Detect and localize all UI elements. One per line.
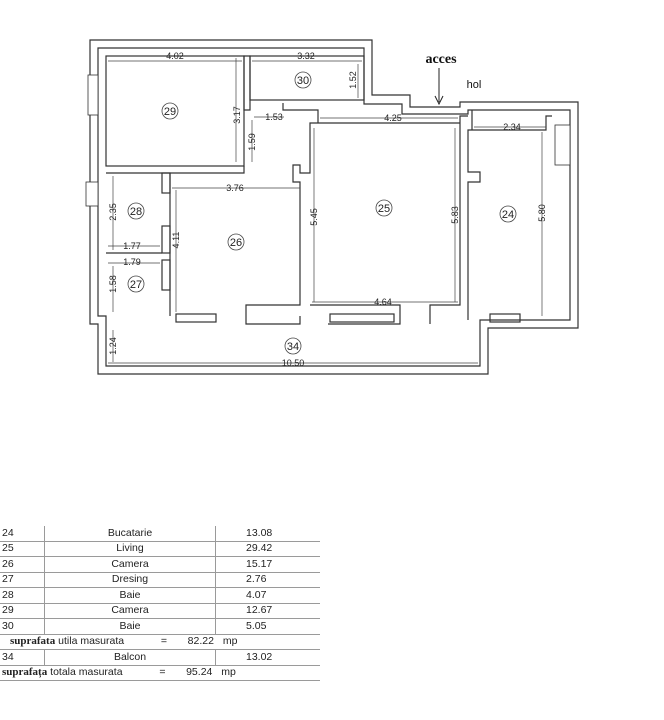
dim-153: 1.53 (265, 112, 283, 122)
legend-row: 29 Camera 12.67 (0, 603, 320, 619)
dim-28-width: 1.77 (123, 241, 141, 251)
window-sill (490, 314, 520, 322)
inner-wall-outline (98, 48, 570, 366)
window-sill (330, 314, 394, 322)
dim-27-height: 1.58 (108, 275, 118, 293)
dim-29-height: 3.17 (232, 106, 242, 124)
legend-row: 30 Baie 5.05 (0, 619, 320, 635)
dim-26-width: 3.76 (226, 183, 244, 193)
wall-stub (162, 260, 170, 290)
area-legend-table (0, 526, 320, 681)
dim-159: 1.59 (247, 133, 257, 151)
dim-28-height: 2.35 (108, 203, 118, 221)
balcony-row: 34 Balcon 13.02 (0, 650, 320, 666)
wall-stub (162, 226, 170, 253)
legend-row: 28 Baie 4.07 (0, 588, 320, 604)
total-area-value: 95.24 (186, 666, 213, 679)
total-area-unit: mp (221, 666, 236, 679)
wall-stub (162, 173, 170, 193)
room-25-label (376, 200, 392, 216)
legend-row: 24 Bucatarie 13.08 (0, 526, 320, 541)
legend-row: 27 Dresing 2.76 (0, 572, 320, 588)
svg-text:29: 29 (163, 106, 177, 118)
access-label: acces (425, 52, 457, 67)
total-area-label-bold: suprafața (2, 666, 48, 679)
svg-text:24: 24 (501, 209, 515, 221)
svg-text:30: 30 (296, 75, 310, 87)
total-area-eq: = (159, 666, 166, 679)
room-24-label (500, 206, 516, 222)
window (88, 75, 98, 115)
useful-area-label-bold: suprafata (10, 635, 56, 648)
dim-24-width: 2.34 (503, 122, 521, 132)
room-26-label (228, 234, 244, 250)
room-28-label (128, 203, 144, 219)
total-area-row (0, 665, 320, 681)
window (86, 182, 98, 206)
window (555, 125, 570, 165)
dim-25-bottom: 4.64 (374, 297, 392, 307)
svg-text:26: 26 (229, 237, 243, 249)
useful-area-eq: = (160, 635, 168, 648)
useful-area-unit: mp (222, 635, 238, 648)
useful-area-value: 82.22 (187, 635, 214, 648)
dim-25-height: 5.83 (450, 206, 460, 224)
window-sill (176, 314, 216, 322)
dim-30-height: 1.52 (348, 71, 358, 89)
dim-26-height: 4.11 (171, 231, 181, 249)
room-27-label (128, 276, 144, 292)
useful-area-label: utila masurata (58, 635, 125, 648)
useful-area-row (0, 634, 320, 650)
total-area-label: totala masurata (50, 666, 123, 679)
partition-walls (106, 56, 552, 324)
dim-30-width: 3.32 (297, 51, 315, 61)
svg-text:27: 27 (129, 279, 143, 291)
svg-text:25: 25 (377, 203, 391, 215)
dim-25-height2: 5.45 (309, 208, 319, 226)
svg-text:28: 28 (129, 206, 143, 218)
dim-29-width: 4.02 (166, 51, 184, 61)
room-30-label (295, 72, 311, 88)
dim-25-width: 4.25 (384, 113, 402, 123)
legend-row: 25 Living 29.42 (0, 541, 320, 557)
svg-text:34: 34 (286, 341, 300, 353)
dim-24-height: 5.80 (537, 204, 547, 222)
room-29-label (162, 103, 178, 119)
room-34-label (285, 338, 301, 354)
legend-row: 26 Camera 15.17 (0, 557, 320, 573)
dim-34-width: 10.50 (281, 358, 305, 368)
dim-27-width: 1.79 (123, 257, 141, 267)
hall-label: hol (466, 79, 482, 91)
dim-34-height: 1.24 (108, 337, 118, 355)
